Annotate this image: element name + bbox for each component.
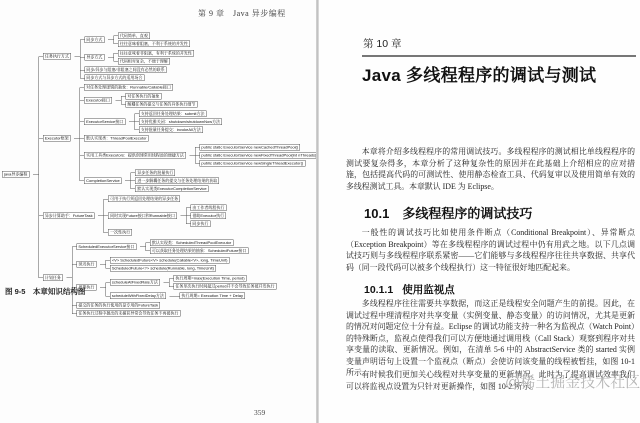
mindmap-node: 计划任务 (44, 275, 61, 280)
subsection-title: 使用监视点 (402, 284, 455, 296)
mindmap-node: 支持优雅关闭：shutdown/shutdownNow方法 (140, 119, 221, 124)
subsection-heading (364, 282, 455, 297)
mindmap-node: 对任务执行的抽象 (127, 93, 160, 99)
mindmap-node: 默认实现类ExecutorCompletionService (137, 186, 207, 191)
mindmap-node: public static ExecutorService newCachedThreadPool() (201, 144, 299, 150)
mindmap-node: public static ExecutorService newSingleThreadExecutor() (201, 160, 304, 166)
mindmap-node: ExecutorService接口 (86, 119, 124, 124)
section-title: 多线程程序的调试技巧 (402, 206, 533, 221)
mindmap-node: 代码简单、直观 (119, 33, 148, 38)
chapter-number: 第 10 章 (363, 38, 402, 50)
mindmap-node: 代码相对复杂，不便于理解 (119, 58, 168, 64)
mindmap-node: 提交的任务的执行使用的是专用的FutureTask (78, 303, 159, 308)
chapter-title: Java 多线程程序的调试与测试 (362, 66, 597, 85)
mindmap-node: scheduleAtFixedRate方法 (111, 280, 158, 285)
mindmap-node: ScheduledExecutorService接口 (78, 244, 135, 249)
watermark: @稀土掘金技术社区 (505, 374, 640, 391)
mindmap-canvas (2, 30, 322, 318)
left-page (0, 0, 318, 423)
mindmap-node: 任务执行过程中抛出的未捕获异常会导致任务不再被执行 (78, 311, 179, 316)
mindmap-node: 同时实现Future接口和Runnable接口 (110, 213, 175, 218)
section-heading (364, 203, 532, 222)
mindmap-node: 进一步解耦任务的提交与任务处理结果的获取 (137, 178, 218, 183)
paragraph-chapter-intro: 本章将介绍多线程程序的常用调试技巧。多线程程序的测试相比单线程程序的测试要复杂得多，本章分析了这种复杂性的原因并在此基础上介绍相应的应对措施，包括提高代码的可测试性、使用静态检查工具、代码复审以及使用简单有效的多线程测试工具。本章默认 IDE 为 Eclipse。 (346, 147, 635, 191)
mindmap-node: 对任务处理逻辑的抽象：Runnable/Callable接口 (86, 85, 171, 90)
mindmap-node: CompletionService (86, 178, 120, 183)
mindmap-node: 同步/异步与阻塞/非阻塞之间没有必然的联系 (86, 67, 165, 72)
mindmap-node: 同步方式与异步方式的适用场合 (86, 75, 143, 80)
mindmap-node: 往往意味着阻塞，不利于系统的并发性 (119, 41, 188, 46)
mindmap-node: 执行周期= Execution Time + Delay (181, 293, 243, 298)
mindmap-node: <V> ScheduledFuture<V> schedule(Callable<V>, long, TimeUnit) (111, 257, 228, 263)
mindmap-node: public static ExecutorService newFixedThreadPool(int nThreads) (201, 152, 317, 158)
right-page (319, 0, 640, 423)
mindmap-node: 一次性执行 (110, 230, 131, 235)
left-page-running-header: 第 9 章 Java 异步编程 (198, 9, 286, 18)
mindmap-node: 往往意味着非阻塞，有利于系统的并发性 (119, 50, 192, 56)
mindmap-node: 异步任务的批量执行 (137, 170, 174, 175)
paragraph-watchpoint-1: 多线程程序往往需要共享数据，而这正是线程安全问题产生的前提。因此，在调试过程中理清程序对共享变量（实例变量、静态变量）的访问情况，尤其是更新的情况对问题定位十分有益。Eclipse 的调试功能支持一种名为监视点（Watch Point）的特殊断点，监视点使得我们可以方便地通过调用栈（Call Stack）观察到程序对共享变量的读取、更新情况。例如，在清单 5-6 中的 AbstractService 类的 started 实例变量声明语句上设置一个监视点（断点）会使访问该变量的线程被暂挂，如图 10-1 所示。 (346, 299, 635, 377)
section-number: 10.1 (364, 206, 390, 221)
mindmap-node: 异步计算助手：FutureTask (44, 213, 93, 218)
figure-caption: 图 9-5 本章知识结构图 (5, 287, 86, 296)
mindmap-node: 可用于执行须返回处理结果的异步任务 (110, 196, 179, 201)
mindmap-node: Executor接口 (86, 97, 110, 103)
mindmap-node: 异步方式 (86, 54, 103, 60)
mindmap-node: 延迟执行 (78, 261, 95, 267)
subsection-number: 10.1.1 (364, 284, 394, 296)
mindmap-node: 任务单次执行时间超过period并不会导致任务被并发执行 (175, 284, 275, 289)
mindmap-node: 周期执行 (78, 284, 95, 290)
mindmap-node: Executor框架 (44, 136, 69, 141)
mindmap-node: 解耦任务的提交与任务的具体执行细节 (127, 101, 196, 107)
mindmap-node: java异步编程 (4, 171, 28, 177)
mindmap-node: 支持返回任务处理结果：submit方法 (140, 111, 205, 116)
paragraph-debug-tips-intro: 一般性的调试技巧比如使用条件断点（Conditional Breakpoint）、异常断点（Exception Breakpoint）等在多线程程序的调试过程中仍有用武之地。以下几点调试技巧则与多线程程序联系紧密——它们能够与多线程程序往往共享数据、共享代码（同一段代码可以被多个线程执行）这一特征很好地匹配起来。 (346, 228, 635, 272)
mindmap-node: ScheduledFuture<?> schedule(Runnable, long, TimeUnit) (111, 265, 214, 271)
mindmap-node: 任务执行方式 (44, 54, 69, 59)
mindmap-node: 执行周期=max(Execution Time, period) (175, 276, 245, 281)
page-number: 359 (254, 408, 266, 417)
mindmap-node: 默认实现类：ThreadPoolExecutor (86, 136, 147, 141)
mindmap-node: 同步方式 (86, 37, 103, 42)
mindmap-node: 由工作者线程执行 (192, 205, 225, 210)
mindmap-node: 借助Executor执行 (192, 213, 225, 218)
chapter-title-rule (362, 55, 636, 57)
mindmap-node: 默认实现类：ScheduledThreadPoolExecutor (151, 240, 232, 245)
mindmap-node: 可以获取任务处理结果的抽象：ScheduledFuture接口 (151, 248, 247, 253)
mindmap-node: 实用工具类Executors：提供创建常用线程池的便捷方法 (86, 152, 184, 158)
mindmap-node: 同步执行 (192, 221, 209, 226)
mindmap-node: scheduleWithFixedDelay方法 (111, 293, 164, 298)
mindmap-node: 支持批量任务提交：invokeAll方法 (140, 127, 201, 132)
paragraph-watchpoint-2: 有时候我们更加关心线程对共享变量的更新情况，此时为了提高调试效率我们可以将监视点设置为只针对更新操作，如图 10-2 所示。 (346, 370, 635, 391)
